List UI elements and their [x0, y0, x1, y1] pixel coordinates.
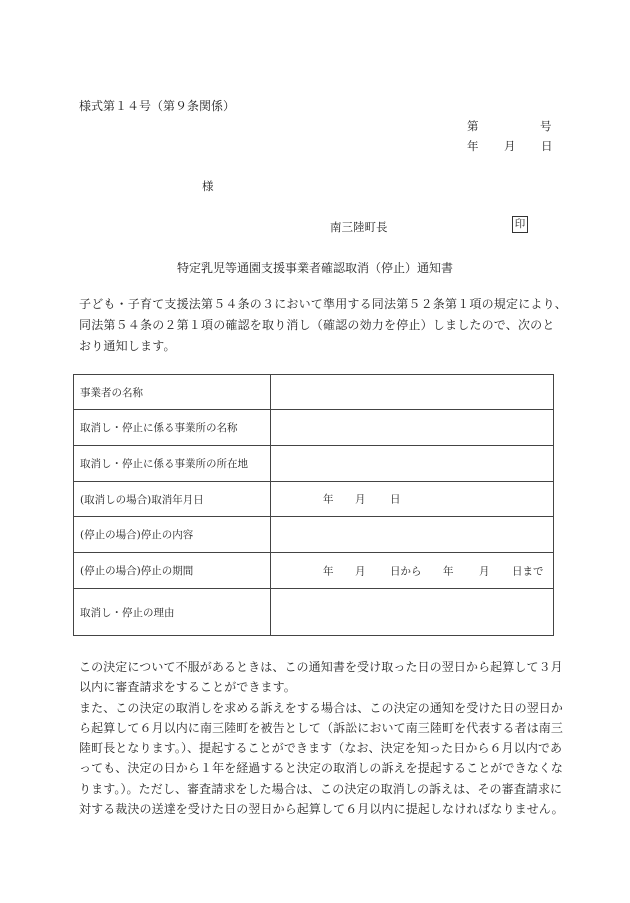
- date-month-label: 月: [355, 565, 366, 577]
- table-row: [74, 553, 554, 589]
- value-cell[interactable]: [271, 589, 554, 636]
- notice-line: ります。）。ただし、審査請求をした場合は、この決定の取消しの訴えは、その審査請求に: [79, 781, 563, 796]
- date-day-until-label: 日まで: [512, 565, 544, 577]
- notice-line: この決定について不服があるときは、この通知書を受け取った日の翌日から起算して３月: [79, 660, 563, 674]
- form-number: 様式第１４号（第９条関係）: [79, 99, 236, 113]
- table-row: [74, 517, 554, 553]
- table-row: [74, 482, 554, 517]
- table-row: [74, 375, 554, 410]
- intro-line: 子ども・子育て支援法第５４条の３において準用する同法第５２条第１項の規定により、: [79, 297, 568, 311]
- intro-line: おり通知します。: [79, 339, 176, 353]
- notice-line: ら起算して６月以内に南三陸町を被告として（訴訟において南三陸町を代表する者は南三: [79, 720, 564, 735]
- document-title: 特定乳児等通園支援事業者確認取消（停止）通知書: [176, 261, 453, 275]
- notice-line: 陸町長となります。）、提起することができます（なお、決定を知った日から６月以内であ: [79, 741, 563, 756]
- issuer-name: 南三陸町長: [330, 220, 388, 234]
- row-label: (停止の場合)停止の内容: [74, 517, 271, 553]
- date-year-label: 年: [323, 493, 334, 506]
- table-row: [74, 446, 554, 482]
- document-number-prefix: 第: [467, 119, 479, 133]
- date-year-label: 年: [467, 139, 479, 153]
- date-month-label: 月: [479, 565, 490, 577]
- appeal-notice-paragraph: [79, 657, 564, 819]
- notice-line: っても、決定の日から１年を経過すると決定の取消しの訴えを提起することができなくな: [79, 761, 564, 776]
- row-label: 取消し・停止に係る事業所の所在地: [74, 446, 271, 482]
- table-row: [74, 410, 554, 446]
- date-day-label: 日: [541, 139, 553, 153]
- seal-mark: 印: [512, 216, 528, 233]
- row-label: 取消し・停止に係る事業所の名称: [74, 410, 271, 446]
- document-number-suffix: 号: [540, 119, 552, 133]
- value-cell[interactable]: [271, 375, 554, 410]
- row-label: 取消し・停止の理由: [74, 589, 271, 636]
- date-day-label: 日: [390, 493, 401, 506]
- date-year-label: 年: [323, 565, 334, 577]
- notice-line: 以内に審査請求をすることができます。: [79, 680, 296, 695]
- addressee-suffix: 様: [202, 179, 214, 193]
- intro-line: 同法第５４条の２第１項の確認を取り消し（確認の効力を停止）しましたので、次のと: [79, 318, 555, 332]
- value-cell[interactable]: [271, 410, 554, 446]
- suspension-period-cell[interactable]: [271, 553, 554, 589]
- revocation-date-cell[interactable]: [271, 482, 554, 517]
- table-row: [74, 589, 554, 636]
- details-table: [73, 374, 554, 636]
- row-label: 事業者の名称: [74, 375, 271, 410]
- row-label: (停止の場合)停止の期間: [74, 553, 271, 589]
- notice-line: また、この決定の取消しを求める訴えをする場合は、この決定の通知を受けた日の翌日か: [79, 700, 564, 715]
- date-year-label: 年: [443, 565, 454, 577]
- date-month-label: 月: [355, 493, 366, 506]
- notice-line: 対する裁決の送達を受けた日の翌日から起算して６月以内に提起しなければなりません。: [79, 802, 564, 817]
- row-label: (取消しの場合)取消年月日: [74, 482, 271, 517]
- value-cell[interactable]: [271, 446, 554, 482]
- value-cell[interactable]: [271, 517, 554, 553]
- intro-paragraph: [79, 294, 568, 357]
- date-month-label: 月: [504, 139, 516, 153]
- date-day-from-label: 日から: [390, 565, 422, 577]
